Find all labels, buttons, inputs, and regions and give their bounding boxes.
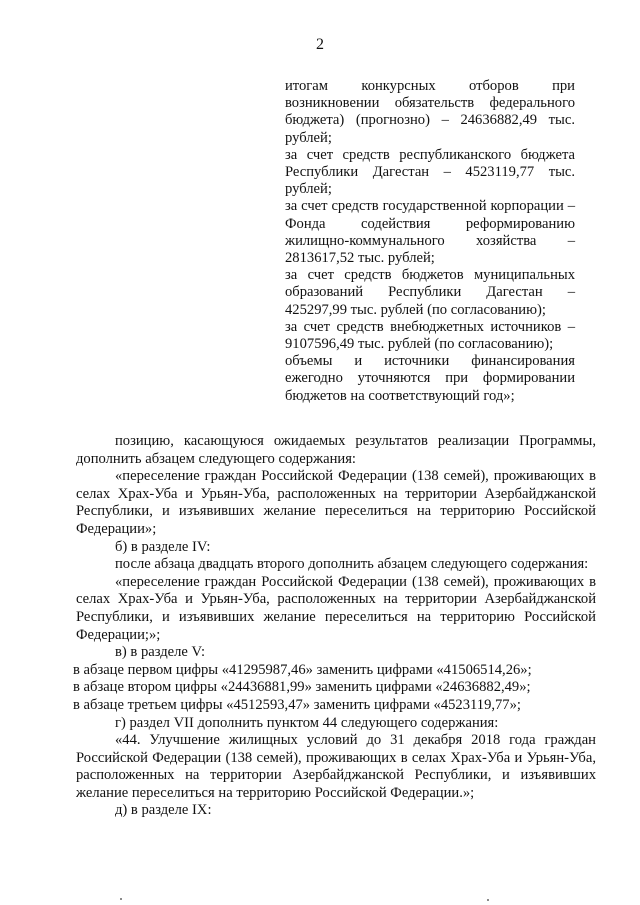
funding-federal-text: итогам конкурсных отборов при возникновении обязательств федерального бюджета) (прогнозно) – 24636882,49 тыс. рублей;	[285, 78, 575, 146]
funding-note-text: объемы и источники финансирования ежегодно уточняются при формировании бюджетов на соответствующий год»;	[285, 353, 575, 404]
funding-fund-text: за счет средств государственной корпорации – Фонда содействия реформированию жилищно-коммунального хозяйства – 2813617,52 тыс. рублей;	[285, 198, 575, 267]
funding-republic-text: за счет средств республиканского бюджета Республики Дагестан – 4523119,77 тыс. рублей;	[285, 146, 575, 198]
paragraph-replace-first: в абзаце первом цифры «41295987,46» заменить цифрами «41506514,26»;	[73, 661, 532, 678]
paragraph-results-position: позицию, касающуюся ожидаемых результатов реализации Программы, дополнить абзацем следующего содержания:	[76, 433, 596, 467]
paragraph-section-iv: б) в разделе IV:	[115, 538, 211, 555]
document-body	[73, 433, 596, 820]
page-number: 2	[316, 36, 324, 53]
funding-municipal-text: за счет средств бюджетов муниципальных образований Республики Дагестан – 425297,99 тыс. рублей (по согласованию);	[285, 267, 575, 318]
paragraph-after-22: после абзаца двадцать второго дополнить абзацем следующего содержания:	[115, 556, 589, 573]
paragraph-item-44: «44. Улучшение жилищных условий до 31 декабря 2018 года граждан Российской Федерации (138 семей), проживающих в селах Храх-Уба и Урьян-Уба, расположенных на территории Азербайджанской Республики, и изъявивших желание переселиться на территорию Российской Федерации.»;	[76, 732, 596, 801]
paragraph-replace-second: в абзаце втором цифры «24436881,99» заменить цифрами «24636882,49»;	[73, 679, 531, 696]
scan-speck	[120, 898, 122, 900]
paragraph-replace-third: в абзаце третьем цифры «4512593,47» заменить цифрами «4523119,77»;	[73, 696, 521, 713]
paragraph-section-vii: г) раздел VII дополнить пунктом 44 следующего содержания:	[115, 714, 499, 731]
funding-sources-column	[285, 78, 575, 405]
paragraph-section-ix: д) в разделе IX:	[115, 802, 212, 819]
paragraph-resettlement-quote-2: «переселение граждан Российской Федерации (138 семей), проживающих в селах Храх-Уба и Урьян-Уба, расположенных на территории Азербайджанской Республики, и изъявивших желание переселиться на территорию Российской Федерации;»;	[76, 573, 596, 643]
scan-speck	[487, 899, 489, 901]
funding-offbudget-text: за счет средств внебюджетных источников – 9107596,49 тыс. рублей (по согласованию);	[285, 318, 575, 353]
paragraph-section-v: в) в разделе V:	[115, 644, 206, 661]
paragraph-resettlement-quote-1: «переселение граждан Российской Федерации (138 семей), проживающих в селах Храх-Уба и Урьян-Уба, расположенных на территории Азербайджанской Республики, и изъявивших желание переселиться на территорию Российской Федерации»;	[76, 468, 596, 537]
